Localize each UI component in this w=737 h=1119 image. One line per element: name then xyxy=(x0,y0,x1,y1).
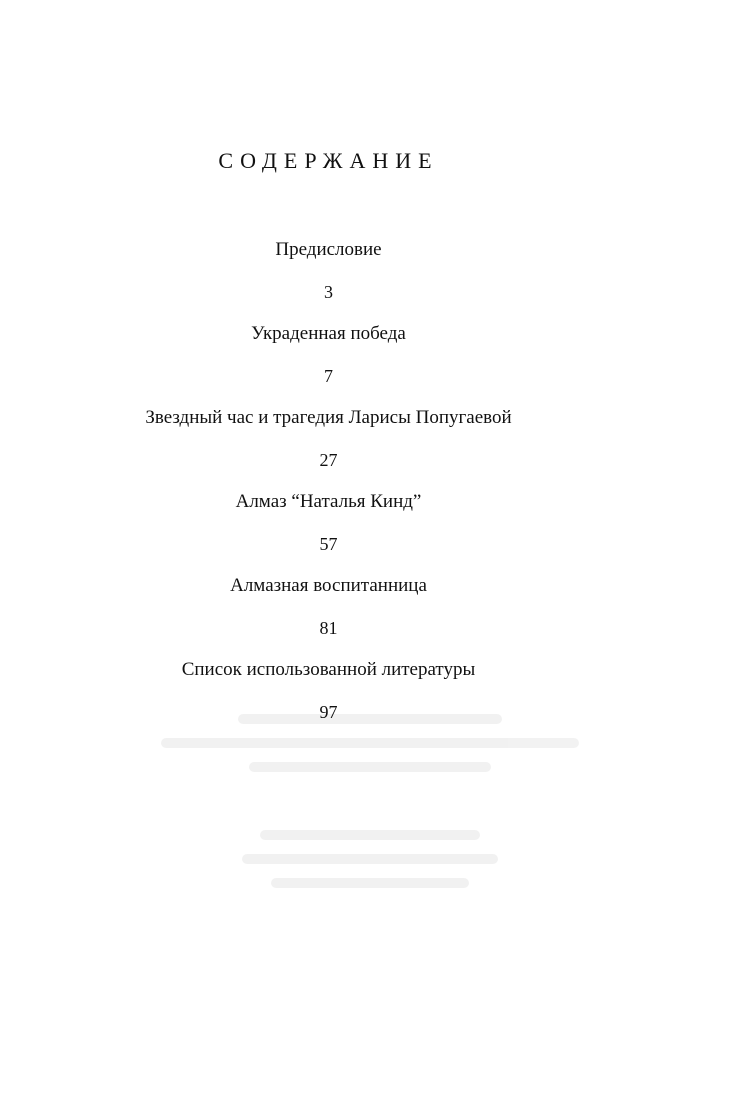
toc-entry-title: Список использованной литературы xyxy=(181,659,476,680)
bleed-through-shadow xyxy=(150,700,590,1030)
toc-entry-page: 97 xyxy=(319,702,338,722)
toc-entry-natalya-kind xyxy=(0,488,657,572)
toc-entry-popugaeva xyxy=(0,404,657,488)
toc-entry-title: Алмазная воспитанница xyxy=(230,575,427,596)
table-of-contents xyxy=(0,236,657,740)
toc-entry-title: Украденная победа xyxy=(251,323,406,344)
page-title: СОДЕРЖАНИЕ xyxy=(218,148,439,173)
toc-entry-page: 3 xyxy=(324,282,333,302)
toc-entry-page: 57 xyxy=(319,534,338,554)
toc-entry-title: Алмаз “Наталья Кинд” xyxy=(235,491,422,512)
toc-entry-title: Звездный час и трагедия Ларисы Попугаевой xyxy=(145,407,512,428)
toc-entry-page: 81 xyxy=(319,618,338,638)
toc-entry-diamond-pupil xyxy=(0,572,657,656)
toc-entry-stolen-victory xyxy=(0,320,657,404)
toc-entry-preface xyxy=(0,236,657,320)
toc-entry-page: 7 xyxy=(324,366,333,386)
toc-entry-bibliography xyxy=(0,656,657,740)
toc-entry-page: 27 xyxy=(319,450,338,470)
toc-entry-title: Предисловие xyxy=(275,239,382,260)
